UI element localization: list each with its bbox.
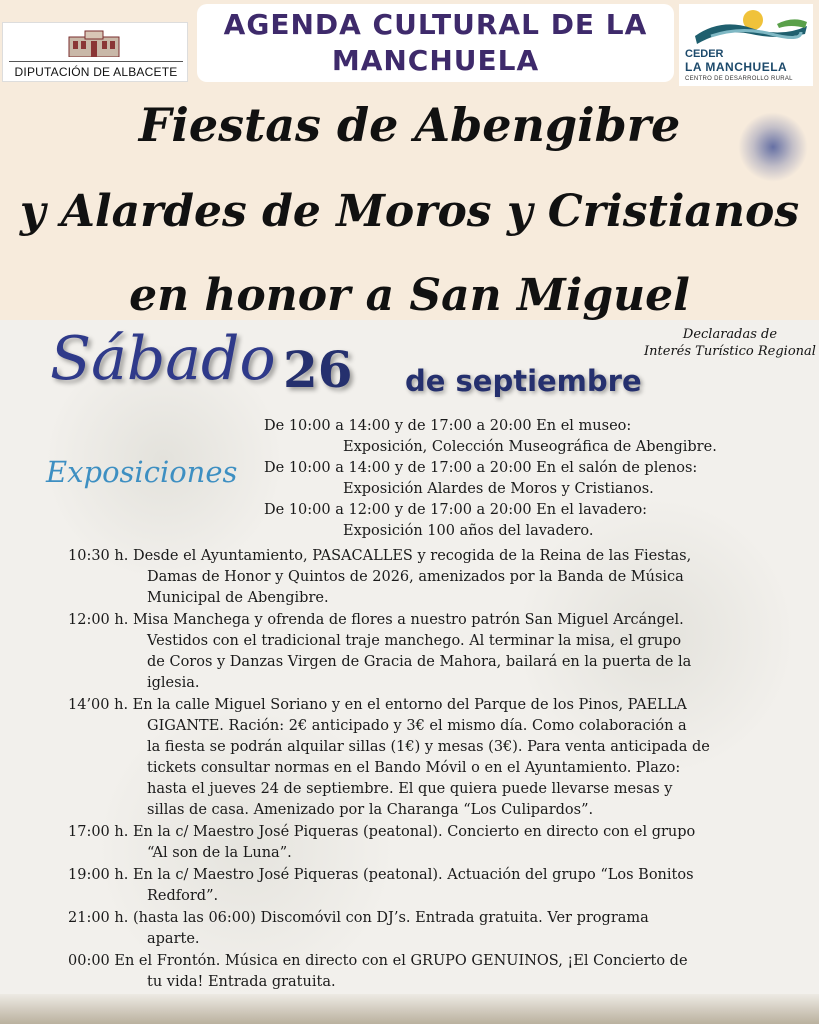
event-line: tickets consultar normas en el Bando Móvil o en el Ayuntamiento. Plazo:: [147, 760, 681, 776]
event-first-line: 17:00 h. En la c/ Maestro José Piqueras (peatonal). Concierto en directo con el grupo: [68, 824, 696, 840]
expo-desc: Exposición Alardes de Moros y Cristianos.: [343, 481, 654, 497]
building-icon: [67, 29, 121, 57]
month: de septiembre: [405, 364, 642, 398]
bottom-photo-strip: [0, 994, 819, 1024]
event-line: la fiesta se podrán alquilar sillas (1€) y mesas (3€). Para venta anticipada de: [147, 739, 710, 755]
event-first-line: 00:00 En el Frontón. Música en directo con el GRUPO GENUINOS, ¡El Concierto de: [68, 953, 688, 969]
declaradas-line-2: Interés Turístico Regional: [644, 344, 816, 359]
event-line: “Al son de la Luna”.: [147, 845, 292, 861]
logo-divider: [9, 61, 183, 62]
title-line-1: Fiestas de Abengibre: [138, 98, 681, 152]
weekday: Sábado: [50, 324, 276, 394]
ceder-line-2: LA MANCHUELA: [685, 60, 788, 74]
diputacion-logo: [2, 22, 188, 82]
declaradas-note: [640, 326, 819, 360]
agenda-banner: [197, 4, 674, 82]
event-item: [68, 865, 752, 907]
event-line: sillas de casa. Amenizado por la Charanga “Los Culipardos”.: [147, 802, 594, 818]
event-item: [68, 546, 752, 609]
event-line: GIGANTE. Ración: 2€ anticipado y 3€ el mismo día. Como colaboración a: [147, 718, 687, 734]
event-first-line: 19:00 h. En la c/ Maestro José Piqueras (peatonal). Actuación del grupo “Los Bonitos: [68, 867, 694, 883]
ceder-logo: [679, 4, 813, 86]
event-line: Damas de Honor y Quintos de 2026, amenizados por la Banda de Música: [147, 569, 684, 585]
exposiciones-heading: Exposiciones: [46, 455, 238, 489]
event-line: Redford”.: [147, 888, 219, 904]
expo-item: [264, 500, 784, 542]
event-item: [68, 908, 752, 950]
schedule-list: [68, 546, 752, 994]
event-first-line: 21:00 h. (hasta las 06:00) Discomóvil con DJ’s. Entrada gratuita. Ver programa: [68, 910, 649, 926]
expo-item: [264, 458, 784, 500]
event-line: hasta el jueves 24 de septiembre. El que quiera puede llevarse mesas y: [147, 781, 673, 797]
event-line: aparte.: [147, 931, 200, 947]
agenda-line-1: AGENDA CULTURAL DE LA: [223, 8, 648, 41]
declaradas-line-1: Declaradas de: [682, 327, 778, 342]
event-line: de Coros y Danzas Virgen de Gracia de Mahora, bailará en la puerta de la: [147, 654, 692, 670]
agenda-line-2: MANCHUELA: [331, 44, 540, 77]
expo-time: De 10:00 a 14:00 y de 17:00 a 20:00 En el salón de plenos:: [264, 460, 698, 476]
expo-item: [264, 416, 784, 458]
expo-desc: Exposición 100 años del lavadero.: [343, 523, 594, 539]
river-icon: [681, 6, 811, 50]
ceder-line-3: CENTRO DE DESARROLLO RURAL: [685, 76, 793, 82]
event-first-line: 14’00 h. En la calle Miguel Soriano y en el entorno del Parque de los Pinos, PAELLA: [68, 697, 687, 713]
title-line-2: y Alardes de Moros y Cristianos: [19, 186, 800, 237]
exposiciones-list: [264, 416, 784, 542]
event-first-line: 10:30 h. Desde el Ayuntamiento, PASACALLES y recogida de la Reina de las Fiestas,: [68, 548, 692, 564]
event-item: [68, 695, 752, 821]
event-item: [68, 822, 752, 864]
day-number: 26: [283, 340, 353, 399]
expo-desc: Exposición, Colección Museográfica de Abengibre.: [343, 439, 717, 455]
event-line: Vestidos con el tradicional traje manchego. Al terminar la misa, el grupo: [147, 633, 682, 649]
event-first-line: 12:00 h. Misa Manchega y ofrenda de flores a nuestro patrón San Miguel Arcángel.: [68, 612, 684, 628]
expo-time: De 10:00 a 14:00 y de 17:00 a 20:00 En el museo:: [264, 418, 632, 434]
event-line: Municipal de Abengibre.: [147, 590, 329, 606]
diputacion-label: DIPUTACIÓN DE ALBACETE: [14, 65, 178, 79]
ceder-line-1: CEDER: [685, 48, 724, 60]
event-item: [68, 610, 752, 694]
event-line: iglesia.: [147, 675, 200, 691]
title-line-3: en honor a San Miguel: [129, 270, 690, 321]
event-item: [68, 951, 752, 993]
expo-time: De 10:00 a 12:00 y de 17:00 a 20:00 En el lavadero:: [264, 502, 648, 518]
event-line: tu vida! Entrada gratuita.: [147, 974, 336, 990]
